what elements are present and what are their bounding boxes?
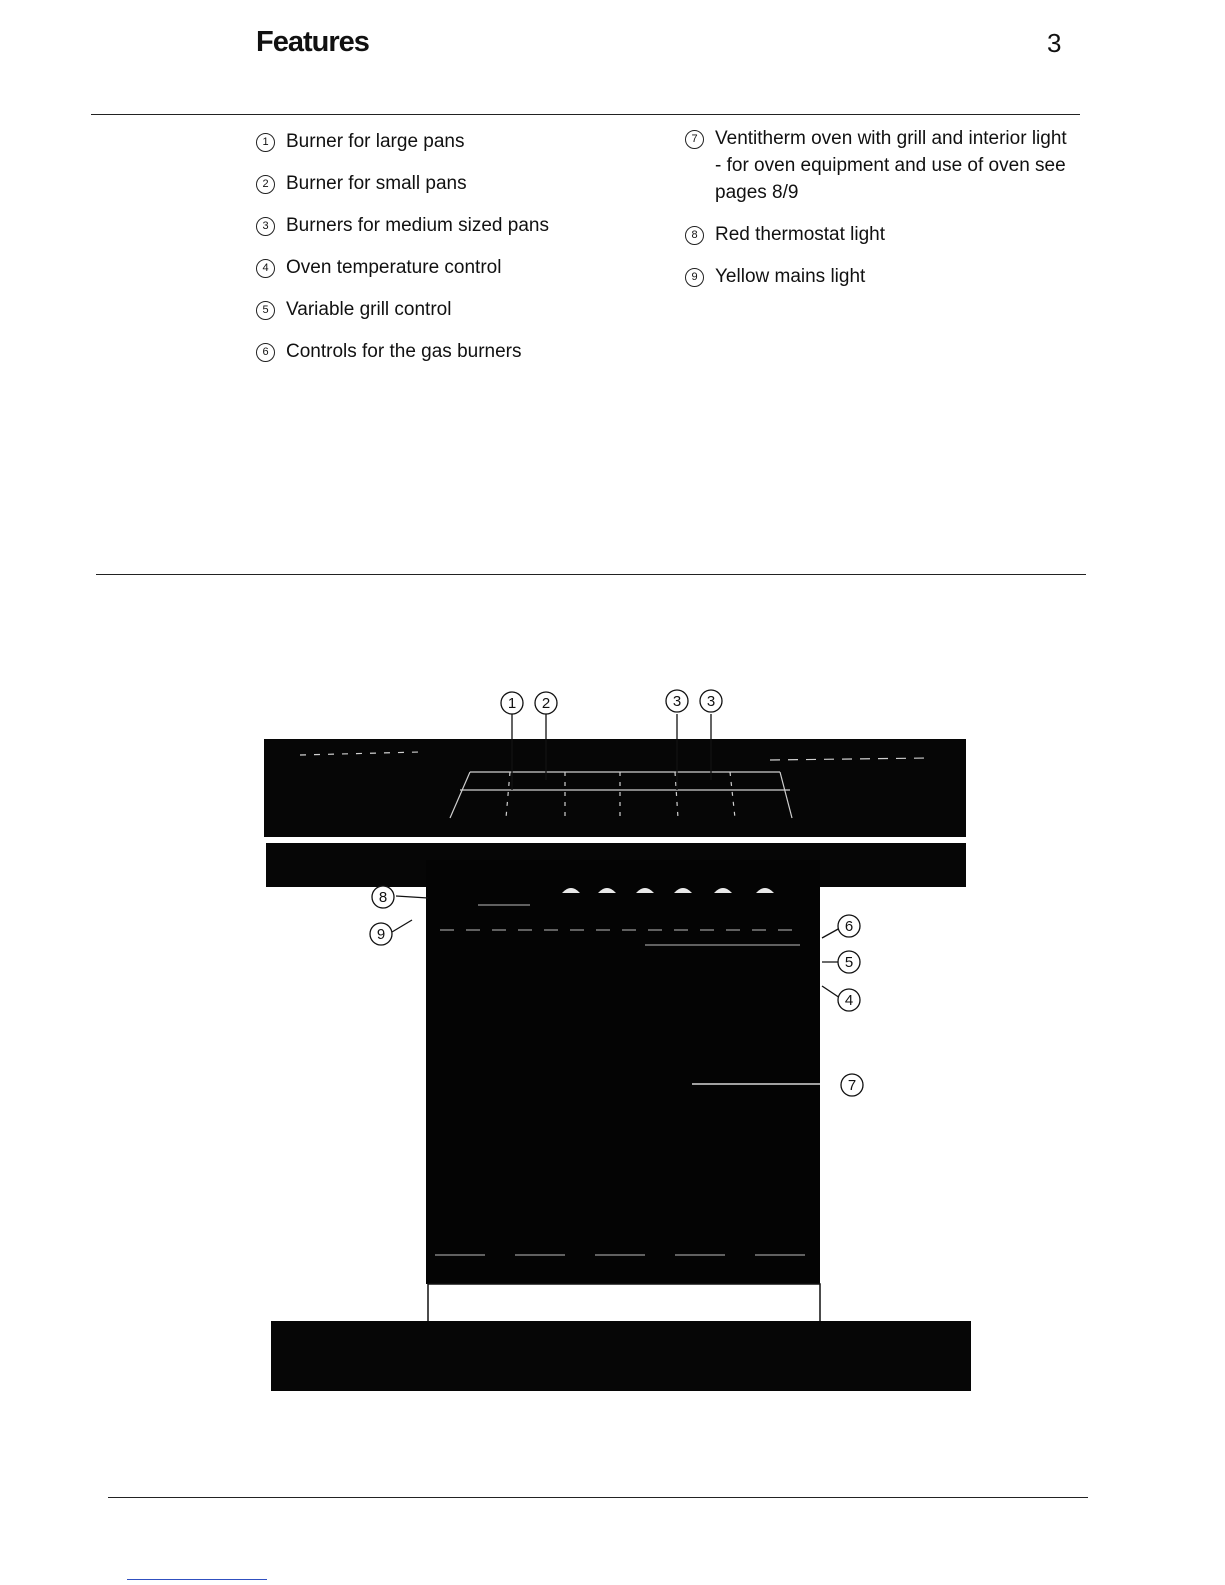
callout-1-label: 1 (507, 695, 517, 712)
item-text: Controls for the gas burners (286, 341, 522, 362)
item-number: 9 (685, 268, 704, 287)
item-number: 6 (256, 343, 275, 362)
item-text: Variable grill control (286, 299, 452, 320)
callout-3b-label: 3 (706, 693, 716, 710)
page-title: Features (256, 26, 369, 58)
item-number: 2 (256, 175, 275, 194)
callout-3a-label: 3 (672, 693, 682, 710)
item-text: Burners for medium sized pans (286, 215, 549, 236)
base-plinth (271, 1321, 971, 1391)
item-text: Yellow mains light (715, 266, 866, 287)
cooker-body (426, 860, 820, 1284)
item-number: 4 (256, 259, 275, 278)
callout-5-label: 5 (844, 954, 854, 971)
plinth-gap (428, 1284, 820, 1324)
item-text: Burner for large pans (286, 131, 465, 152)
hob-panel (264, 739, 966, 837)
item-number: 5 (256, 301, 275, 320)
item-text: Red thermostat light (715, 224, 886, 245)
item-number: 8 (685, 226, 704, 245)
callout-2-label: 2 (541, 695, 551, 712)
item-text: Ventitherm oven with grill and interior light - for oven equipment and use of oven see pages 8/9 (715, 128, 1067, 203)
page-number: 3 (1047, 28, 1062, 58)
callout-6-label: 6 (844, 918, 854, 935)
item-text: Burner for small pans (286, 173, 467, 194)
callout-7-label: 7 (847, 1077, 857, 1094)
callout-9-label: 9 (376, 926, 386, 943)
item-number: 7 (685, 130, 704, 149)
item-number: 1 (256, 133, 275, 152)
callout-8-label: 8 (378, 889, 388, 906)
footer-underline (127, 1579, 267, 1580)
item-text: Oven temperature control (286, 257, 502, 278)
bottom-divider (108, 1497, 1088, 1498)
item-number: 3 (256, 217, 275, 236)
callout-4-label: 4 (844, 992, 854, 1009)
